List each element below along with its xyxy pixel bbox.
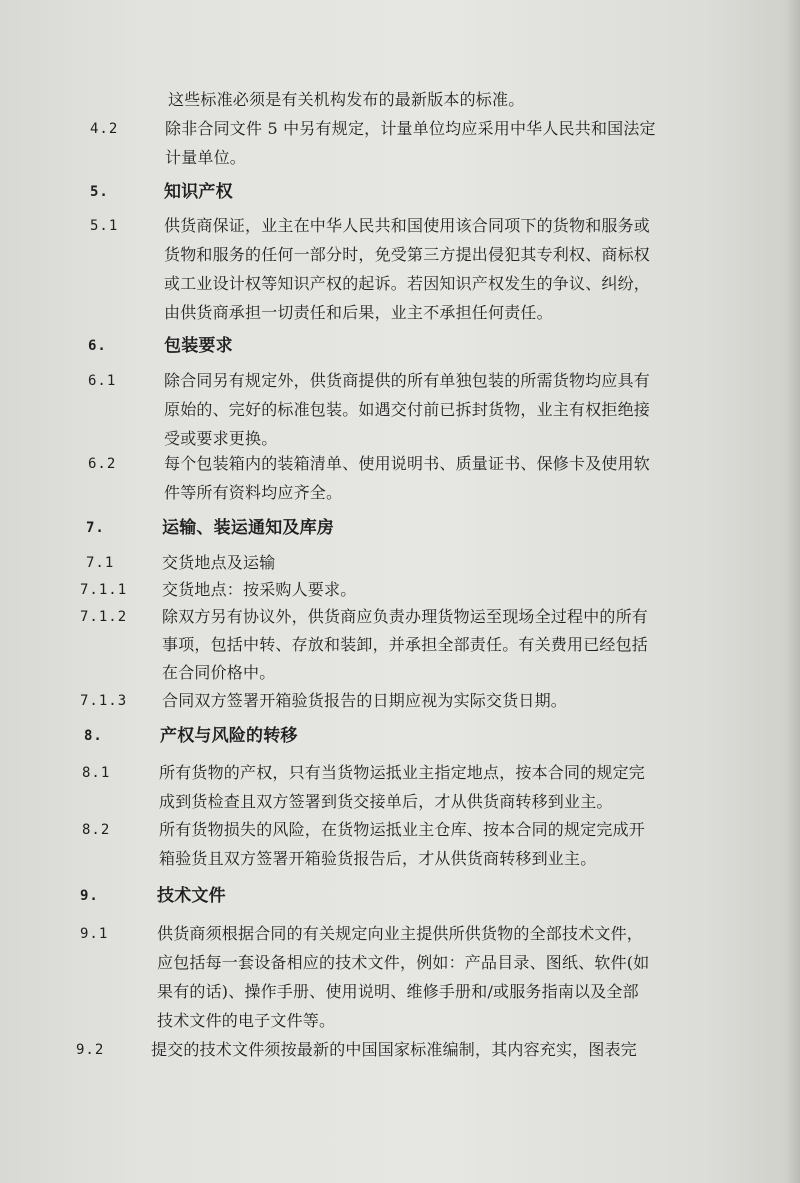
line-text: 每个包装箱内的装箱清单、使用说明书、质量证书、保修卡及使用软	[164, 454, 651, 473]
section-number: 8.	[84, 728, 103, 744]
clause-number: 7.1.2	[80, 609, 128, 625]
line-text: 箱验货且双方签署开箱验货报告后，才从供货商转移到业主。	[159, 849, 597, 868]
line-text: 供货商保证，业主在中华人民共和国使用该合同项下的货物和服务或	[164, 216, 651, 235]
line-text: 所有货物损失的风险，在货物运抵业主仓库、按本合同的规定完成开	[159, 820, 646, 839]
line-text: 货物和服务的任何一部分时，免受第三方提出侵犯其专利权、商标权	[164, 245, 651, 264]
line-text: 技术文件的电子文件等。	[157, 1011, 336, 1030]
clause-number: 8.2	[82, 822, 111, 838]
line-text: 提交的技术文件须按最新的中国国家标准编制，其内容充实，图表完	[151, 1040, 638, 1059]
clause-number: 4.2	[90, 121, 119, 137]
section-title: 运输、装运通知及库房	[162, 518, 334, 538]
clause-number: 8.1	[82, 765, 111, 781]
line-text: 在合同价格中。	[162, 663, 276, 682]
line-text: 计量单位。	[165, 148, 247, 167]
line-text: 除非合同文件 5 中另有规定，计量单位均应采用中华人民共和国法定	[165, 119, 656, 138]
line-text: 件等所有资料均应齐全。	[164, 483, 343, 502]
line-text: 除双方另有协议外，供货商应负责办理货物运至现场全过程中的所有	[162, 607, 649, 626]
clause-number: 7.1.1	[80, 582, 128, 598]
line-text: 合同双方签署开箱验货报告的日期应视为实际交货日期。	[162, 691, 568, 710]
clause-number: 5.1	[90, 218, 119, 234]
section-number: 6.	[88, 338, 107, 354]
line-text: 原始的、完好的标准包装。如遇交付前已拆封货物，业主有权拒绝接	[164, 400, 651, 419]
line-text: 这些标准必须是有关机构发布的最新版本的标准。	[168, 90, 525, 109]
line-text: 事项，包括中转、存放和装卸，并承担全部责任。有关费用已经包括	[162, 635, 649, 654]
line-text: 应包括每一套设备相应的技术文件，例如：产品目录、图纸、软件(如	[157, 953, 650, 972]
clause-number: 9.2	[76, 1042, 105, 1058]
line-text: 除合同另有规定外，供货商提供的所有单独包装的所需货物均应具有	[164, 371, 651, 390]
clause-number: 7.1	[86, 555, 115, 571]
line-text: 由供货商承担一切责任和后果，业主不承担任何责任。	[164, 303, 553, 322]
line-text: 或工业设计权等知识产权的起诉。若因知识产权发生的争议、纠纷，	[164, 274, 651, 293]
line-text: 成到货检查且双方签署到货交接单后，才从供货商转移到业主。	[159, 792, 613, 811]
clause-number: 6.2	[88, 456, 117, 472]
section-number: 5.	[90, 184, 109, 200]
section-title: 技术文件	[157, 886, 226, 906]
section-number: 9.	[80, 888, 99, 904]
clause-number: 7.1.3	[80, 693, 128, 709]
clause-number: 9.1	[80, 926, 109, 942]
section-title: 知识产权	[164, 182, 233, 202]
line-text: 受或要求更换。	[164, 429, 278, 448]
line-text: 果有的话)、操作手册、使用说明、维修手册和/或服务指南以及全部	[157, 982, 639, 1001]
clause-number: 6.1	[88, 373, 117, 389]
section-title: 产权与风险的转移	[160, 726, 298, 746]
line-text: 交货地点及运输	[162, 553, 276, 572]
line-text: 供货商须根据合同的有关规定向业主提供所供货物的全部技术文件，	[157, 924, 644, 943]
line-text: 所有货物的产权，只有当货物运抵业主指定地点，按本合同的规定完	[159, 763, 646, 782]
section-number: 7.	[86, 520, 105, 536]
section-title: 包装要求	[164, 336, 233, 356]
line-text: 交货地点：按采购人要求。	[162, 580, 357, 599]
